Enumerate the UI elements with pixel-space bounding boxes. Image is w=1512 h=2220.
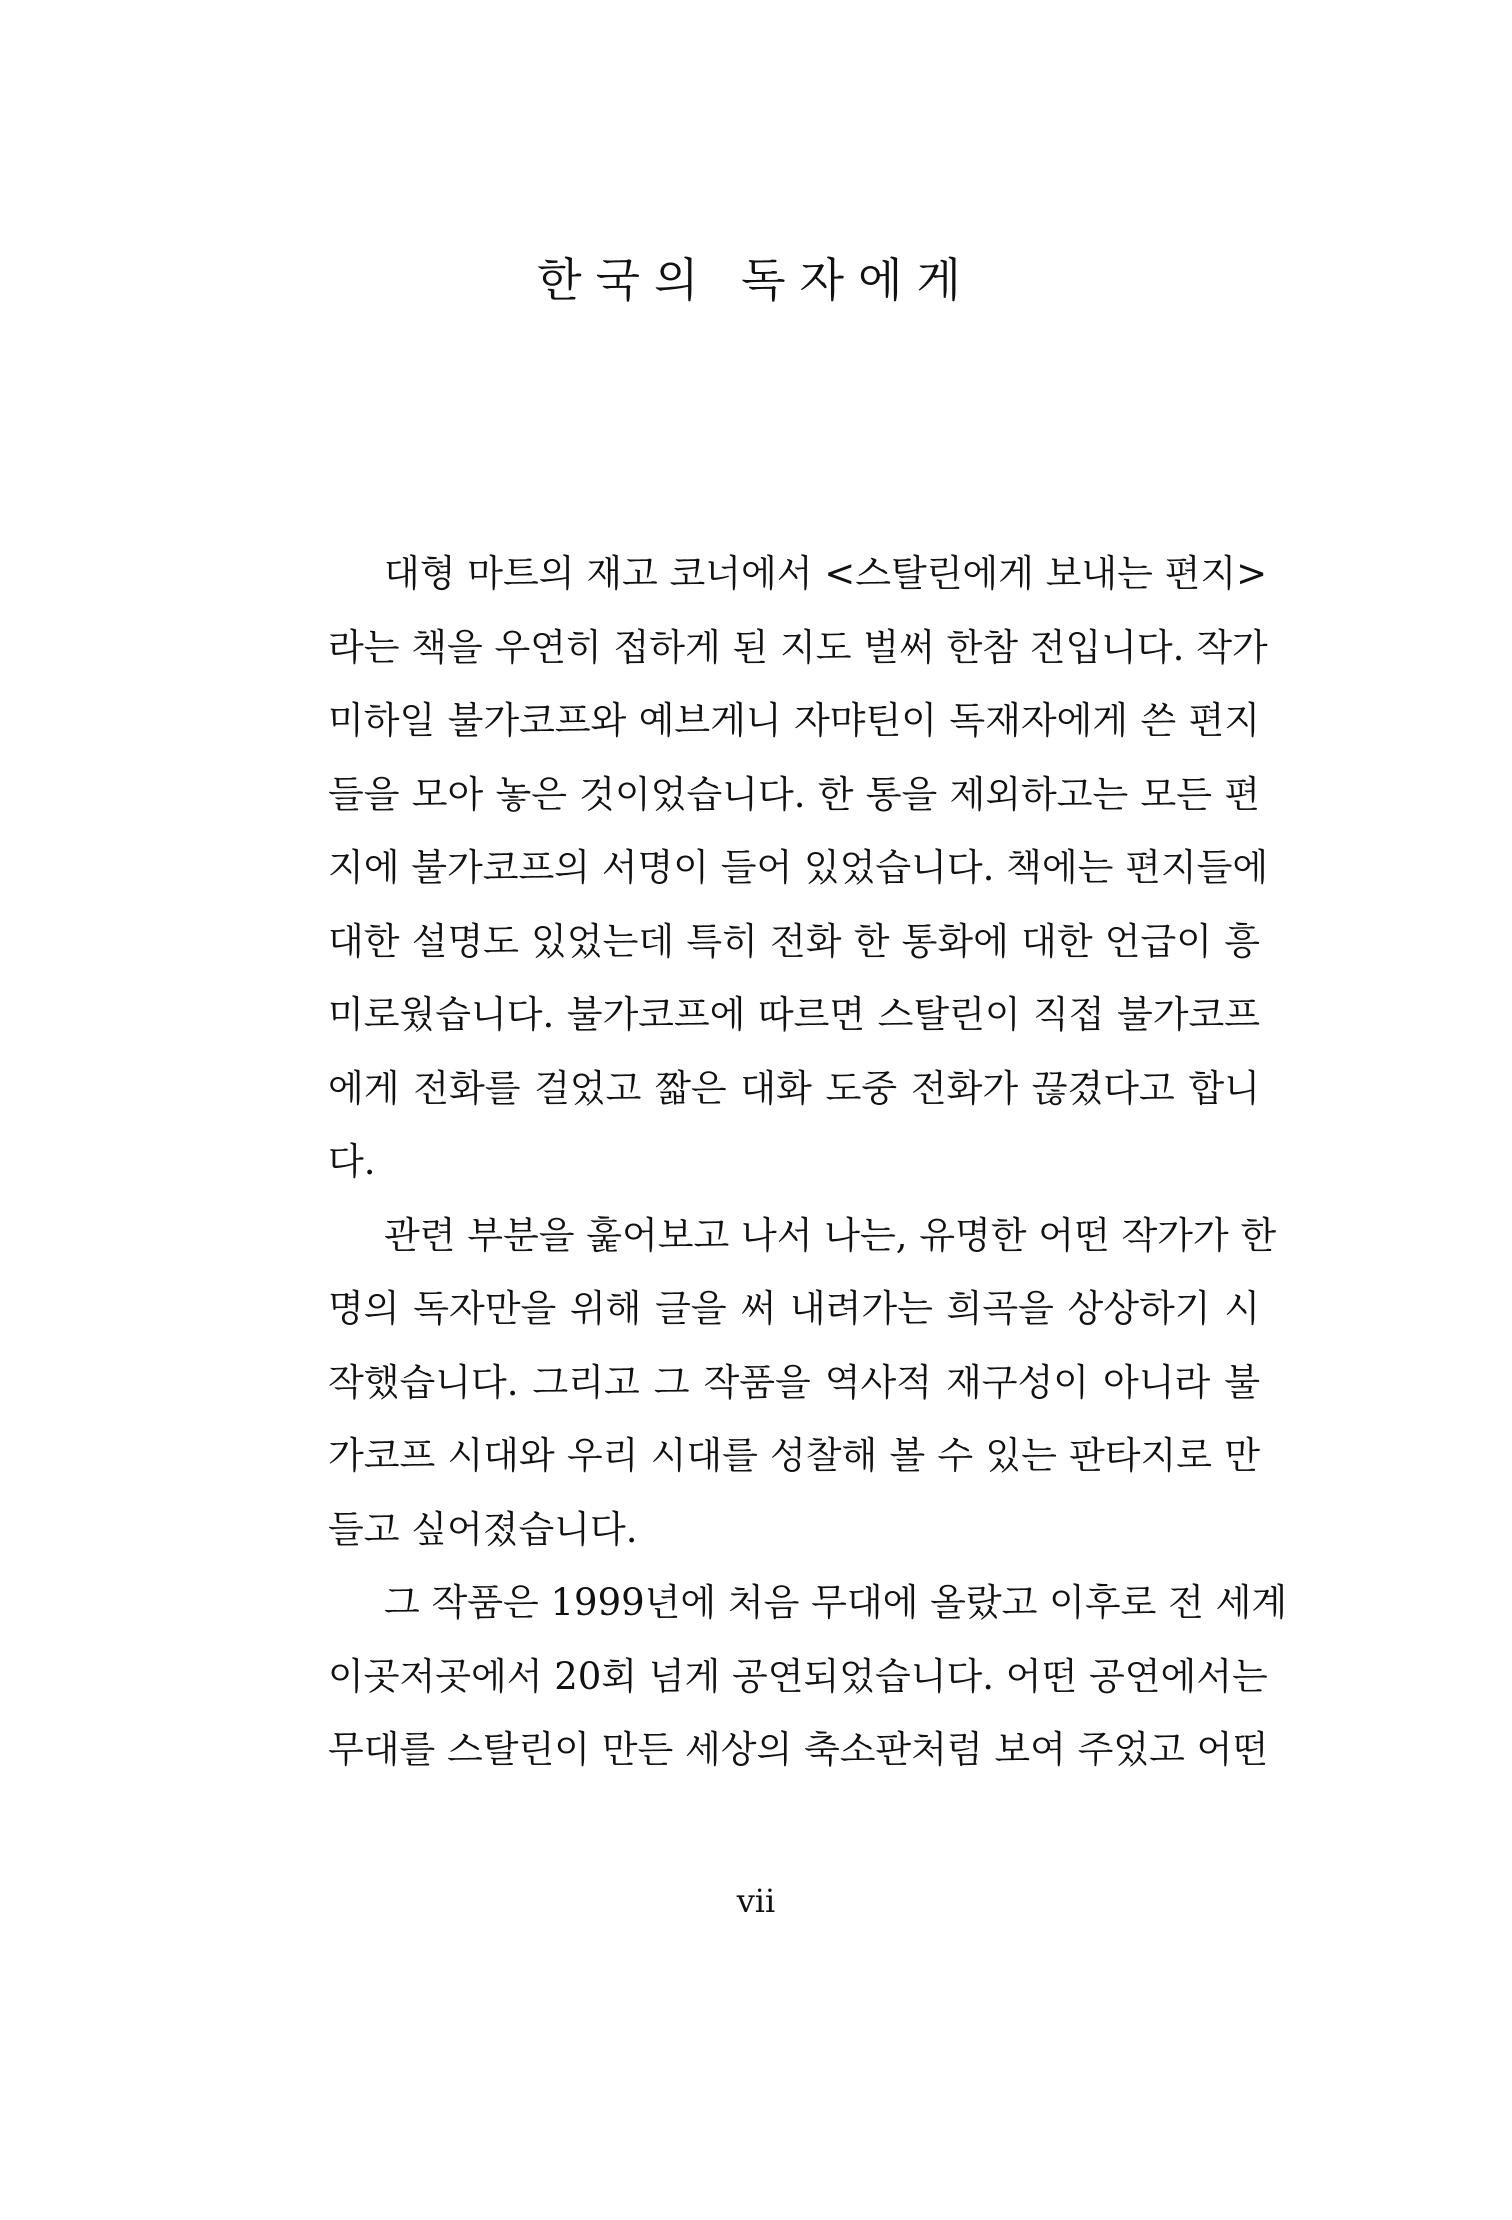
page-title: 한국의 독자에게 (537, 253, 975, 307)
body-text (328, 537, 1288, 1787)
text-line: 다. (328, 1140, 376, 1183)
text-line: 들고 싶어졌습니다. (328, 1507, 638, 1551)
text-line: 미하일 불가코프와 예브게니 자먀틴이 독재자에게 쓴 편지 (328, 699, 1260, 742)
text-line: 들을 모아 놓은 것이었습니다. 한 통을 제외하고는 모든 편 (328, 772, 1260, 816)
text-line: 미로웠습니다. 불가코프에 따르면 스탈린이 직접 불가코프 (328, 993, 1260, 1036)
text-line: 작했습니다. 그리고 그 작품을 역사적 재구성이 아니라 불 (328, 1360, 1260, 1404)
paragraph (328, 537, 1269, 1199)
paragraph (328, 1199, 1277, 1567)
paragraph (328, 1566, 1288, 1787)
text-line: 가코프 시대와 우리 시대를 성찰해 볼 수 있는 판타지로 만 (328, 1434, 1260, 1477)
text-line: 관련 부분을 훑어보고 나서 나는, 유명한 어떤 작가가 한 (384, 1213, 1277, 1257)
text-line: 에게 전화를 걸었고 짧은 대화 도중 전화가 끊겼다고 합니 (328, 1066, 1260, 1110)
text-line: 이곳저곳에서 20회 넘게 공연되었습니다. 어떤 공연에서는 (328, 1654, 1268, 1698)
text-line: 대형 마트의 재고 코너에서 <스탈린에게 보내는 편지> (384, 552, 1268, 595)
text-line: 무대를 스탈린이 만든 세상의 축소판처럼 보여 주었고 어떤 (328, 1728, 1269, 1771)
text-line: 그 작품은 1999년에 처음 무대에 올랐고 이후로 전 세계 (384, 1581, 1288, 1624)
text-line: 지에 불가코프의 서명이 들어 있었습니다. 책에는 편지들에 (328, 846, 1269, 889)
text-line: 라는 책을 우연히 접하게 된 지도 벌써 한참 전입니다. 작가 (328, 625, 1268, 669)
text-line: 명의 독자만을 위해 글을 써 내려가는 희곡을 상상하기 시 (328, 1287, 1260, 1330)
text-line: 대한 설명도 있었는데 특히 전화 한 통화에 대한 언급이 흥 (328, 919, 1260, 963)
page-number: vii (736, 1882, 776, 1920)
